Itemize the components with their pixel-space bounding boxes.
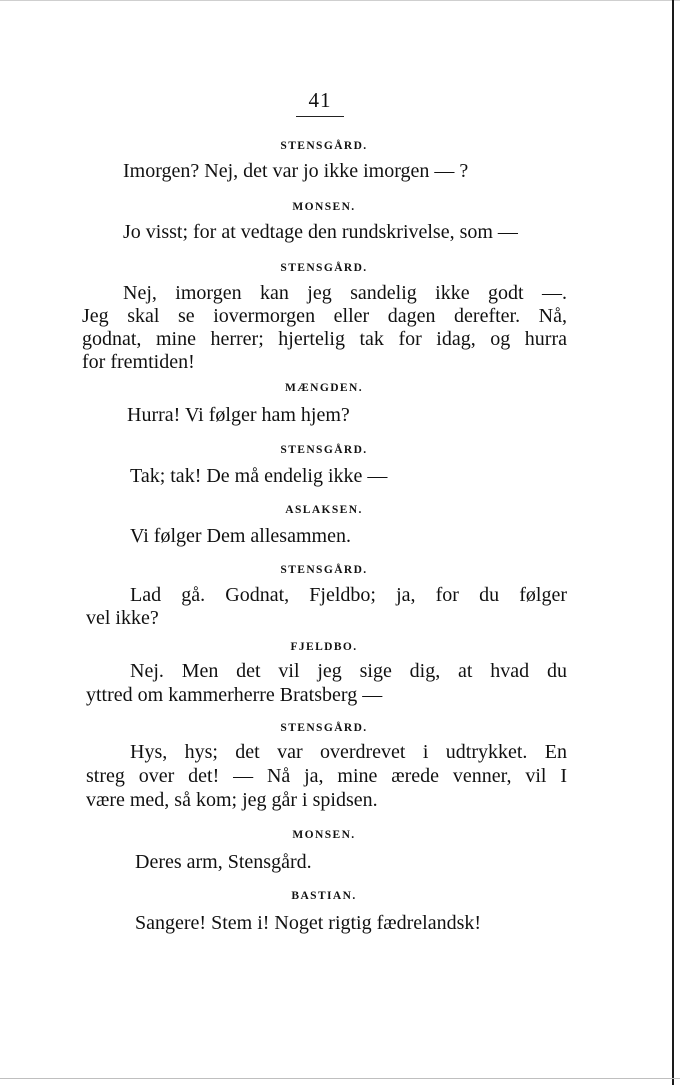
scan-edge-bottom bbox=[0, 1078, 680, 1079]
dialogue-line: yttred om kammerherre Bratsberg — bbox=[86, 684, 383, 706]
dialogue-line: Nej, imorgen kan jeg sandelig ikke godt —. bbox=[123, 282, 567, 304]
dialogue-line: Jo visst; for at vedtage den rundskrivelse, som — bbox=[123, 221, 518, 243]
speaker-name: ASLAKSEN. bbox=[285, 504, 363, 516]
page-number-rule bbox=[296, 116, 344, 117]
dialogue-line: vel ikke? bbox=[86, 607, 159, 629]
page-number: 41 bbox=[308, 88, 332, 112]
speaker-name: MONSEN. bbox=[292, 201, 356, 213]
speaker-name: STENSGÅRD. bbox=[280, 140, 368, 152]
speaker-name: BASTIAN. bbox=[291, 890, 357, 902]
dialogue-line: Lad gå. Godnat, Fjeldbo; ja, for du følger bbox=[130, 584, 567, 606]
dialogue-line: Hys, hys; det var overdrevet i udtrykket. En bbox=[130, 741, 567, 763]
dialogue-line: Vi følger Dem allesammen. bbox=[130, 525, 351, 547]
scan-edge-right bbox=[672, 0, 674, 1085]
speaker-name: STENSGÅRD. bbox=[280, 262, 368, 274]
dialogue-line: Sangere! Stem i! Noget rigtig fædrelandsk! bbox=[135, 912, 482, 934]
speaker-name: FJELDBO. bbox=[290, 641, 358, 653]
dialogue-line: godnat, mine herrer; hjertelig tak for idag, og hurra bbox=[82, 328, 567, 350]
dialogue-line: Jeg skal se iovermorgen eller dagen derefter. Nå, bbox=[82, 305, 567, 327]
scan-edge-top bbox=[0, 0, 680, 1]
dialogue-line: streg over det! — Nå ja, mine ærede venner, vil I bbox=[86, 765, 567, 787]
speaker-name: STENSGÅRD. bbox=[280, 444, 368, 456]
dialogue-line: være med, så kom; jeg går i spidsen. bbox=[86, 789, 378, 811]
dialogue-line: Tak; tak! De må endelig ikke — bbox=[130, 465, 388, 487]
speaker-name: MONSEN. bbox=[292, 829, 356, 841]
dialogue-line: Deres arm, Stensgård. bbox=[135, 851, 312, 873]
dialogue-line: Nej. Men det vil jeg sige dig, at hvad du bbox=[130, 660, 567, 682]
dialogue-line: Imorgen? Nej, det var jo ikke imorgen — ? bbox=[123, 160, 469, 182]
speaker-name: STENSGÅRD. bbox=[280, 564, 368, 576]
speaker-name: STENSGÅRD. bbox=[280, 722, 368, 734]
dialogue-line: Hurra! Vi følger ham hjem? bbox=[127, 404, 350, 426]
dialogue-line: for fremtiden! bbox=[82, 351, 195, 373]
speaker-name: MÆNGDEN. bbox=[285, 382, 363, 394]
